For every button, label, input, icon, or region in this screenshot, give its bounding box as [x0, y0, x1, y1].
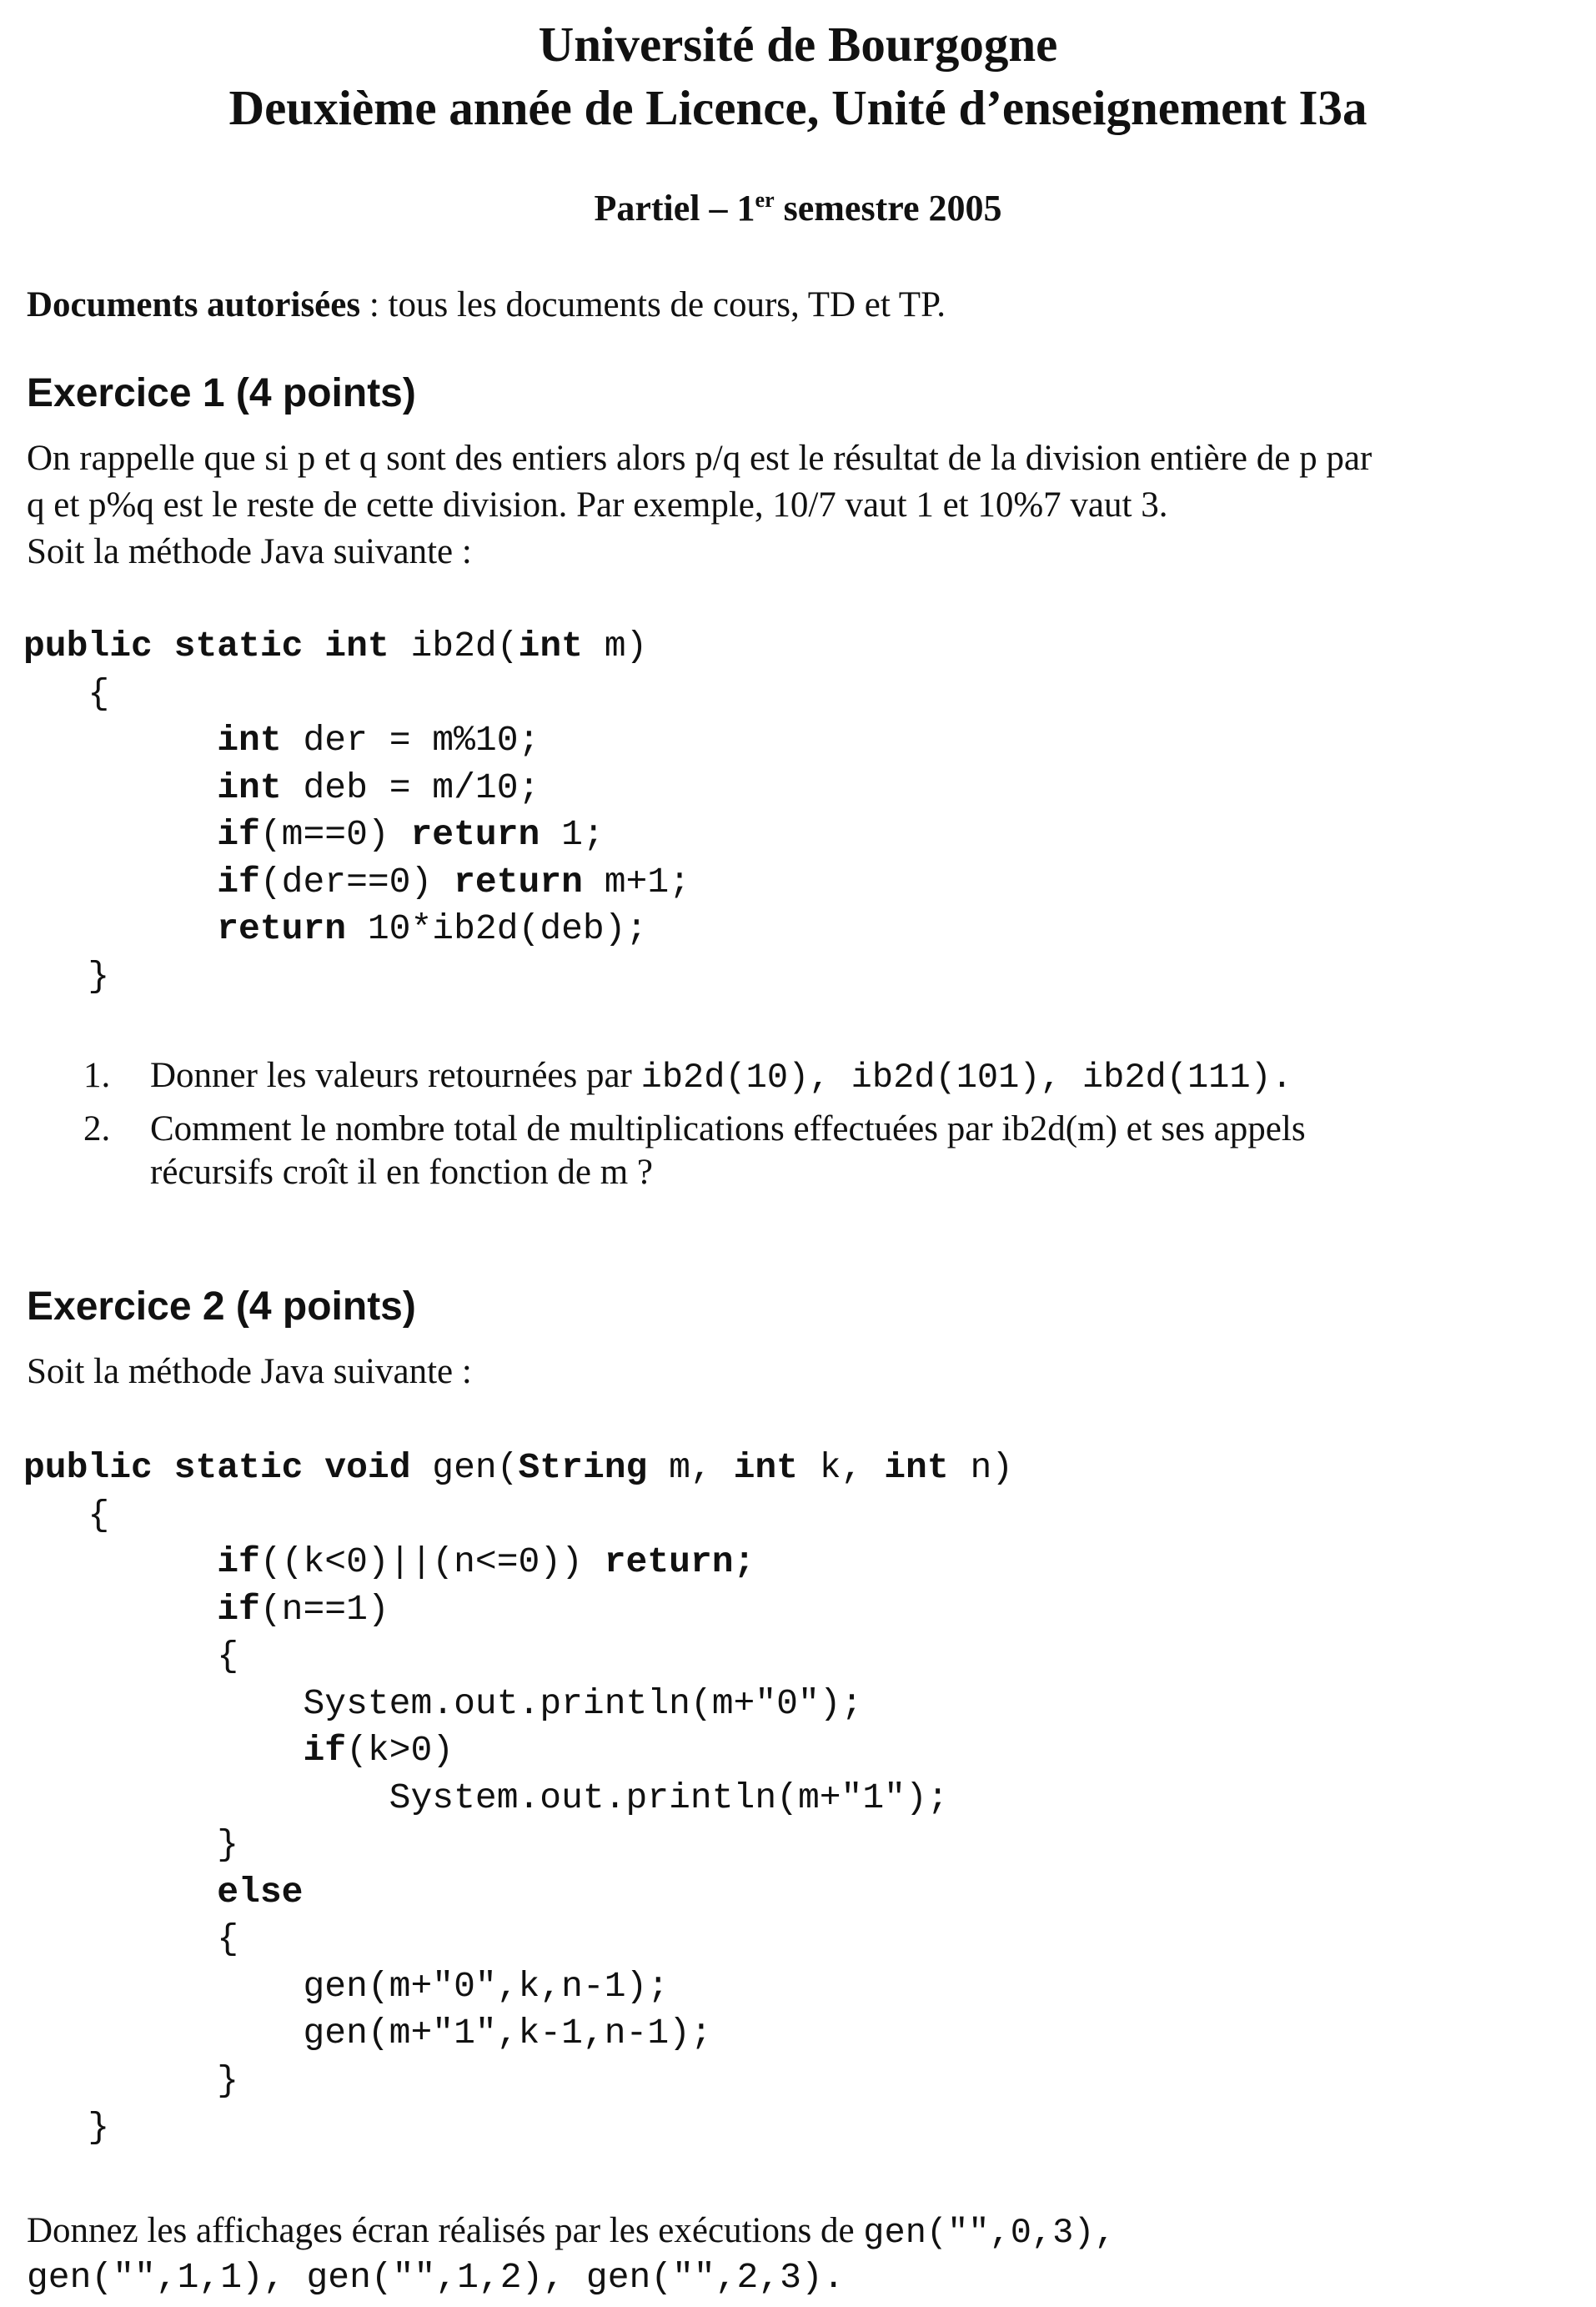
code-line: if(n==1) — [217, 1588, 389, 1630]
university-title: Université de Bourgogne — [538, 17, 1058, 72]
exercise1-intro-line1: On rappelle que si p et q sont des entiers alors p/q est le résultat de la division entière de p par — [27, 439, 1373, 478]
code-line: } — [88, 2107, 110, 2148]
code-line: System.out.println(m+"1"); — [389, 1777, 949, 1818]
code-line: int deb = m/10; — [217, 766, 540, 808]
exam-subtitle-suffix: semestre 2005 — [774, 188, 1002, 229]
documents-note — [27, 282, 1578, 329]
exercise2-conclusion-line2: gen("",1,1), gen("",1,2), gen("",2,3). — [27, 2257, 845, 2298]
exercise1-intro-line2: q et p%q est le reste de cette division. Par exemple, 10/7 vaut 1 et 10%7 vaut 3. — [27, 485, 1168, 525]
code-line: gen(m+"0",k,n-1); — [303, 1965, 670, 2007]
code-line: { — [88, 672, 110, 714]
exercise2-conclusion-line1: Donnez les affichages écran réalisés par les exécutions de gen("",0,3), — [27, 2211, 1116, 2253]
question-2: 2. Comment le nombre total de multiplications effectuées par ib2d(m) et ses appels récursifs croît il en fonction de m ? — [83, 1109, 1306, 1192]
code-line: gen(m+"1",k-1,n-1); — [303, 2013, 712, 2053]
exercise2-intro: Soit la méthode Java suivante : — [27, 1352, 472, 1391]
exercise1-intro-line3: Soit la méthode Java suivante : — [27, 532, 472, 571]
code-line: } — [217, 1824, 239, 1865]
code-line: public static int ib2d(int m) — [23, 626, 648, 666]
code-line: else — [217, 1871, 304, 1912]
code-line: } — [88, 955, 110, 997]
exercise1-questions — [83, 1054, 1576, 1194]
code-line: System.out.println(m+"0"); — [303, 1682, 863, 1724]
code-line: if(der==0) return m+1; — [217, 861, 690, 902]
exercise1-heading: Exercice 1 (4 points) — [27, 371, 416, 415]
program-title: Deuxième année de Licence, Unité d’enseignement I3a — [228, 80, 1368, 135]
code-line: if(k>0) — [303, 1730, 454, 1771]
documents-text: : tous les documents de cours, TD et TP. — [360, 285, 946, 324]
exam-subtitle-sup: er — [755, 188, 775, 212]
code-line: { — [217, 1636, 239, 1676]
code-line: return 10*ib2d(deb); — [217, 908, 648, 949]
code-line: if((k<0)||(n<=0)) return; — [217, 1541, 755, 1582]
code-line: { — [88, 1494, 110, 1535]
code-line: public static void gen(String m, int k, int n) — [23, 1447, 1014, 1488]
code-line: int der = m%10; — [217, 720, 540, 761]
exercise2-heading: Exercice 2 (4 points) — [27, 1284, 416, 1329]
exercise2-code-block — [23, 1445, 1013, 2152]
documents-label: Documents autorisées — [27, 285, 361, 324]
code-line: } — [217, 2059, 239, 2101]
code-line: if(m==0) return 1; — [217, 814, 605, 855]
exercise1-code-block — [23, 623, 690, 1000]
exam-subtitle — [0, 185, 1596, 232]
exam-subtitle-prefix: Partiel – 1 — [594, 188, 755, 229]
question-1: 1. Donner les valeurs retournées par ib2d(10), ib2d(101), ib2d(111). — [83, 1056, 1292, 1098]
code-line: { — [217, 1918, 239, 1959]
